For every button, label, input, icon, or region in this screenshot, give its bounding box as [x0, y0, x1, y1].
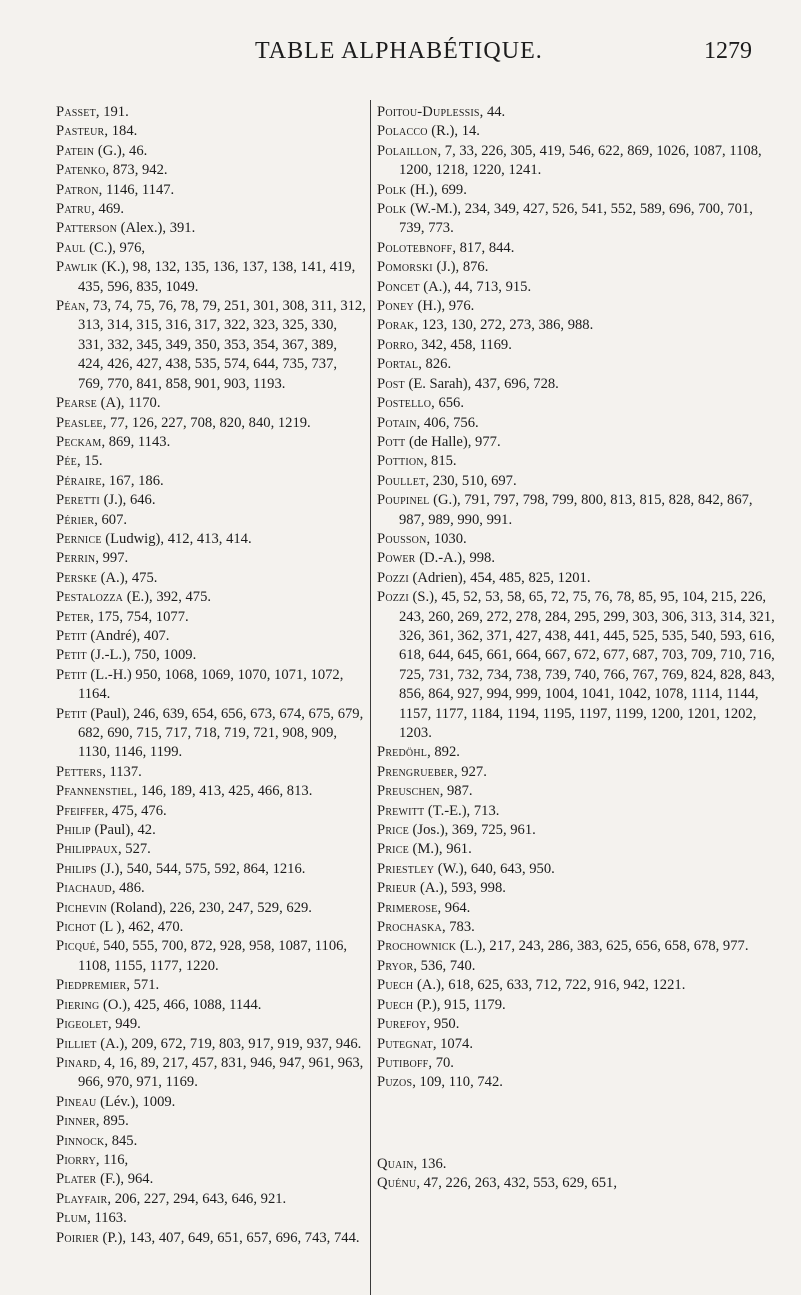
- entry-page-refs: , 406, 756.: [416, 414, 479, 431]
- index-entry: [56, 530, 366, 549]
- entry-name: Polk: [377, 201, 407, 218]
- entry-name: Petit: [56, 627, 87, 644]
- entry-name: Petit: [56, 647, 87, 664]
- entry-name: Piachaud: [56, 880, 112, 897]
- index-entry: [56, 821, 366, 840]
- entry-name: Poney: [377, 298, 414, 315]
- entry-page-refs: , 7, 33, 226, 305, 419, 546, 622, 869, 1026, 1087, 1108, 1200, 1218, 1220, 1241.: [399, 142, 762, 179]
- entry-name: Potain: [377, 414, 417, 431]
- index-entry: [377, 1054, 777, 1073]
- index-entry: [56, 122, 366, 141]
- entry-name: Prieur: [377, 880, 417, 897]
- index-entry: [377, 1155, 777, 1174]
- entry-page-refs: (Jos.), 369, 725, 961.: [408, 822, 536, 839]
- index-entry: [56, 297, 366, 394]
- entry-page-refs: , 895.: [95, 1113, 129, 1130]
- index-entry: [377, 782, 777, 801]
- entry-page-refs: , 44.: [479, 104, 506, 120]
- index-entry: [56, 472, 366, 491]
- entry-page-refs: (C.), 976,: [85, 239, 146, 256]
- entry-page-refs: (A.), 475.: [97, 569, 158, 586]
- entry-name: Philippaux: [56, 841, 118, 858]
- entry-name: Poirier: [56, 1229, 99, 1246]
- entry-name: Petit: [56, 666, 87, 683]
- index-entry: [377, 472, 777, 491]
- index-entry: [377, 103, 777, 122]
- entry-name: Pott: [377, 433, 406, 450]
- page-number: 1279: [704, 38, 752, 64]
- index-entry: [56, 996, 366, 1015]
- entry-name: Price: [377, 841, 409, 858]
- entry-page-refs: , 817, 844.: [452, 239, 515, 256]
- entry-name: Peckam: [56, 433, 102, 450]
- entry-name: Portal: [377, 356, 419, 373]
- entry-page-refs: (G.), 791, 797, 798, 799, 800, 813, 815, 828, 842, 867, 987, 989, 990, 991.: [399, 492, 753, 528]
- index-entry: [377, 142, 777, 181]
- entry-page-refs: , 527.: [117, 841, 151, 858]
- index-entry: [56, 1229, 366, 1248]
- entry-page-refs: (F.), 964.: [96, 1171, 154, 1188]
- index-entry: [377, 860, 777, 879]
- entry-page-refs: (E. Sarah), 437, 696, 728.: [404, 375, 559, 392]
- index-entry: [56, 200, 366, 219]
- entry-name: Péraire: [56, 472, 102, 489]
- index-entry: [56, 802, 366, 821]
- entry-name: Pilliet: [56, 1035, 97, 1052]
- entry-page-refs: , 191.: [95, 104, 129, 120]
- entry-name: Putegnat: [377, 1035, 433, 1052]
- entry-page-refs: (A), 1170.: [97, 395, 161, 412]
- index-entry: [377, 258, 777, 277]
- index-entry: [377, 433, 777, 452]
- entry-page-refs: , 184.: [104, 123, 138, 140]
- entry-page-refs: (André), 407.: [86, 627, 170, 644]
- entry-page-refs: (Paul), 42.: [90, 822, 156, 839]
- entry-page-refs: , 1137.: [102, 763, 142, 780]
- index-entry: [377, 316, 777, 335]
- entry-name: Pinnock: [56, 1132, 105, 1149]
- entry-name: Peaslee: [56, 414, 103, 431]
- entry-name: Puech: [377, 996, 414, 1013]
- index-entry: [56, 860, 366, 879]
- entry-page-refs: (A.), 209, 672, 719, 803, 917, 919, 937, 946.: [96, 1035, 362, 1052]
- index-entry: [377, 976, 777, 995]
- index-entry: [56, 491, 366, 510]
- entry-name: Purefoy: [377, 1016, 427, 1033]
- entry-name: Perrin: [56, 550, 96, 567]
- entry-page-refs: , 167, 186.: [101, 472, 164, 489]
- index-entry: [56, 433, 366, 452]
- index-entry: [377, 821, 777, 840]
- entry-page-refs: (O.), 425, 466, 1088, 1144.: [99, 996, 262, 1013]
- entry-page-refs: (L.), 217, 243, 286, 383, 625, 656, 658, 678, 977.: [456, 938, 749, 955]
- entry-page-refs: (J.), 876.: [432, 259, 489, 276]
- entry-page-refs: (S.), 45, 52, 53, 58, 65, 72, 75, 76, 78, 85, 95, 104, 215, 226, 243, 260, 269, 272, 278, 284, 295, 299, 303, 306, 313, 314, 321, 326, 361, 362, 371, 427, 438, 441, 445, 525, 535, 540, 593, 616, 618, 644, 645, 661, 664, 667, 672, 677, 687, 703, 709, 710, 716, 725, 731, 732, 734, 738, 739, 740, 766, 767, 769, 824, 828, 843, 856, 864, 927, 994, 999, 1004, 1041, 1042, 1078, 1114, 1144, 1157, 1177, 1184, 1194, 1195, 1197, 1199, 1200, 1201, 1202, 1203.: [399, 589, 775, 741]
- index-entry: [56, 1112, 366, 1131]
- index-entry: [56, 608, 366, 627]
- index-entry: [56, 142, 366, 161]
- entry-page-refs: (W.-M.), 234, 349, 427, 526, 541, 552, 589, 696, 700, 701, 739, 773.: [399, 201, 753, 237]
- entry-name: Passet: [56, 104, 96, 120]
- entry-page-refs: (J.), 540, 544, 575, 592, 864, 1216.: [96, 860, 306, 877]
- entry-page-refs: (H.), 699.: [406, 181, 467, 198]
- index-entry: [56, 1054, 366, 1093]
- index-entry: [56, 239, 366, 258]
- index-entry: [56, 1035, 366, 1054]
- entry-page-refs: (de Halle), 977.: [405, 433, 501, 450]
- entry-page-refs: , 1163.: [87, 1210, 127, 1227]
- entry-page-refs: (A.), 593, 998.: [416, 880, 506, 897]
- index-entry: [56, 1190, 366, 1209]
- page-title: TABLE ALPHABÉTIQUE.: [255, 38, 543, 64]
- entry-page-refs: (A.), 44, 713, 915.: [419, 278, 532, 295]
- entry-name: Paul: [56, 239, 86, 256]
- index-entry: [377, 802, 777, 821]
- entry-name: Piedpremier: [56, 977, 127, 994]
- entry-name: Patron: [56, 181, 99, 198]
- entry-page-refs: , 1146, 1147.: [98, 181, 175, 198]
- entry-page-refs: , 964.: [437, 899, 471, 916]
- entry-name: Philip: [56, 822, 91, 839]
- index-entry: [56, 569, 366, 588]
- entry-name: Pineau: [56, 1093, 97, 1110]
- entry-page-refs: , 927.: [454, 763, 487, 780]
- entry-name: Perske: [56, 569, 97, 586]
- entry-page-refs: (G.), 46.: [94, 142, 148, 159]
- entry-name: Pomorski: [377, 259, 433, 276]
- entry-name: Playfair: [56, 1190, 108, 1207]
- entry-page-refs: , 230, 510, 697.: [425, 472, 517, 489]
- index-entry: [377, 181, 777, 200]
- entry-name: Plater: [56, 1171, 97, 1188]
- entry-name: Pryor: [377, 957, 414, 974]
- entry-page-refs: , 109, 110, 742.: [412, 1074, 503, 1091]
- entry-name: Patterson: [56, 220, 118, 237]
- entry-name: Prochownick: [377, 938, 457, 955]
- entry-name: Pfeiffer: [56, 802, 105, 819]
- entry-name: Patenko: [56, 162, 106, 179]
- entry-page-refs: , 136.: [413, 1155, 447, 1172]
- entry-page-refs: , 1074.: [432, 1035, 473, 1052]
- index-entry: [377, 1073, 777, 1092]
- entry-page-refs: (Alex.), 391.: [117, 220, 196, 237]
- entry-page-refs: (L ), 462, 470.: [95, 919, 184, 936]
- index-entry: [377, 996, 777, 1015]
- entry-page-refs: , 892.: [427, 744, 460, 761]
- entry-name: Piering: [56, 996, 100, 1013]
- entry-name: Poupinel: [377, 492, 430, 509]
- entry-page-refs: (W.), 640, 643, 950.: [434, 860, 555, 877]
- entry-page-refs: , 469.: [91, 201, 125, 218]
- entry-name: Pozzi: [377, 589, 409, 606]
- index-entry: [56, 414, 366, 433]
- entry-page-refs: (D.-A.), 998.: [415, 550, 496, 567]
- entry-name: Périer: [56, 511, 95, 528]
- index-entry: [377, 743, 777, 762]
- entry-page-refs: , 873, 942.: [105, 162, 168, 179]
- index-entry: [377, 1015, 777, 1034]
- index-entry: [56, 1015, 366, 1034]
- entry-name: Porak: [377, 317, 415, 334]
- entry-page-refs: (H.), 976.: [413, 298, 475, 315]
- entry-name: Quain: [377, 1155, 414, 1172]
- index-entry: [56, 1151, 366, 1170]
- entry-page-refs: , 486.: [111, 880, 145, 897]
- entry-name: Pernice: [56, 530, 102, 547]
- entry-page-refs: , 949.: [107, 1016, 141, 1033]
- entry-name: Petit: [56, 705, 87, 722]
- entry-name: Poullet: [377, 472, 426, 489]
- index-entry: [56, 666, 366, 705]
- entry-page-refs: , 146, 189, 413, 425, 466, 813.: [133, 783, 313, 800]
- entry-name: Pée: [56, 453, 77, 470]
- entry-page-refs: , 826.: [418, 356, 452, 373]
- entry-page-refs: (J.), 646.: [99, 492, 156, 509]
- entry-name: Puzos: [377, 1074, 413, 1091]
- index-entry: [377, 763, 777, 782]
- entry-page-refs: (P.), 915, 1179.: [413, 996, 506, 1013]
- entry-name: Power: [377, 550, 416, 567]
- index-entry: [377, 530, 777, 549]
- entry-page-refs: , 15.: [76, 453, 103, 470]
- entry-page-refs: (E.), 392, 475.: [123, 589, 212, 606]
- entry-name: Pozzi: [377, 569, 409, 586]
- index-entry: [56, 219, 366, 238]
- index-entry: [377, 452, 777, 471]
- entry-name: Patru: [56, 201, 92, 218]
- entry-name: Primerose: [377, 899, 438, 916]
- entry-name: Petters: [56, 763, 103, 780]
- entry-name: Pearse: [56, 395, 97, 412]
- entry-page-refs: , 4, 16, 89, 217, 457, 831, 946, 947, 961, 963, 966, 970, 971, 1169.: [78, 1054, 364, 1091]
- entry-page-refs: (T.-E.), 713.: [424, 802, 500, 819]
- index-entry: [56, 782, 366, 801]
- letter-gap: [377, 1093, 777, 1155]
- entry-page-refs: , 77, 126, 227, 708, 820, 840, 1219.: [102, 414, 311, 431]
- entry-name: Pousson: [377, 530, 427, 547]
- entry-page-refs: , 869, 1143.: [101, 433, 171, 450]
- index-entry: [56, 1209, 366, 1228]
- index-entry: [56, 511, 366, 530]
- entry-page-refs: (M.), 961.: [408, 841, 472, 858]
- entry-name: Priestley: [377, 860, 435, 877]
- entry-name: Puech: [377, 977, 414, 994]
- index-entry: [56, 1093, 366, 1112]
- column-divider: [370, 100, 371, 1295]
- entry-page-refs: , 536, 740.: [413, 957, 476, 974]
- index-entry: [377, 899, 777, 918]
- entry-name: Post: [377, 375, 405, 392]
- entry-name: Pinner: [56, 1113, 96, 1130]
- entry-page-refs: , 70.: [428, 1054, 454, 1071]
- index-entry: [56, 103, 366, 122]
- entry-name: Polaillon: [377, 142, 438, 159]
- entry-page-refs: , 342, 458, 1169.: [413, 336, 512, 353]
- entry-name: Pigeolet: [56, 1016, 108, 1033]
- entry-name: Pichot: [56, 919, 96, 936]
- entry-page-refs: (J.-L.), 750, 1009.: [86, 647, 197, 664]
- page-header: [0, 38, 801, 78]
- entry-name: Peter: [56, 608, 91, 625]
- entry-page-refs: , 123, 130, 272, 273, 386, 988.: [414, 317, 594, 334]
- index-entry: [377, 239, 777, 258]
- entry-name: Pasteur: [56, 123, 105, 140]
- index-entry: [56, 452, 366, 471]
- index-entry: [377, 937, 777, 956]
- entry-page-refs: , 656.: [431, 395, 464, 412]
- index-entry: [377, 394, 777, 413]
- entry-page-refs: , 571.: [126, 977, 160, 994]
- entry-name: Preuschen: [377, 783, 440, 800]
- entry-name: Pawlik: [56, 259, 98, 276]
- entry-page-refs: (Ludwig), 412, 413, 414.: [101, 530, 252, 547]
- entry-page-refs: (Paul), 246, 639, 654, 656, 673, 674, 675, 679, 682, 690, 715, 717, 718, 719, 721, 908, 909, 1130, 1146, 1199.: [78, 705, 364, 761]
- index-entry: [56, 840, 366, 859]
- entry-page-refs: , 73, 74, 75, 76, 78, 79, 251, 301, 308, 311, 312, 313, 314, 315, 316, 317, 322, 323, 325, 330, 331, 332, 345, 349, 350, 353, 354, 367, 389, 424, 426, 427, 438, 535, 574, 644, 735, 737, 769, 770, 841, 858, 901, 903, 1193.: [78, 298, 366, 392]
- entry-name: Picqué: [56, 938, 96, 955]
- index-entry: [377, 297, 777, 316]
- index-column-left: [56, 103, 366, 1248]
- index-entry: [377, 375, 777, 394]
- entry-page-refs: , 783.: [441, 919, 475, 936]
- index-entry: [56, 899, 366, 918]
- index-entry: [56, 258, 366, 297]
- entry-page-refs: , 540, 555, 700, 872, 928, 958, 1087, 1106, 1108, 1155, 1177, 1220.: [78, 938, 348, 974]
- entry-name: Peretti: [56, 492, 100, 509]
- index-entry: [377, 879, 777, 898]
- entry-page-refs: , 845.: [104, 1132, 138, 1149]
- entry-name: Pinard: [56, 1054, 97, 1071]
- index-entry: [56, 1170, 366, 1189]
- index-entry: [56, 879, 366, 898]
- index-entry: [56, 1132, 366, 1151]
- entry-page-refs: , 607.: [94, 511, 128, 528]
- entry-name: Pichevin: [56, 899, 107, 916]
- index-entry: [56, 394, 366, 413]
- index-entry: [56, 627, 366, 646]
- entry-page-refs: (P.), 143, 407, 649, 651, 657, 696, 743, 744.: [98, 1229, 360, 1246]
- entry-page-refs: (A.), 618, 625, 633, 712, 722, 916, 942, 1221.: [413, 977, 686, 994]
- index-entry: [377, 957, 777, 976]
- index-entry: [377, 200, 777, 239]
- entry-name: Polacco: [377, 123, 428, 140]
- entry-page-refs: , 175, 754, 1077.: [90, 608, 189, 625]
- index-entry: [56, 705, 366, 763]
- entry-name: Plum: [56, 1210, 88, 1227]
- entry-page-refs: , 116,: [95, 1151, 129, 1168]
- index-entry: [56, 763, 366, 782]
- entry-page-refs: , 987.: [439, 783, 473, 800]
- entry-page-refs: , 206, 227, 294, 643, 646, 921.: [107, 1190, 287, 1207]
- index-entry: [56, 588, 366, 607]
- index-entry: [56, 549, 366, 568]
- entry-page-refs: (Lév.), 1009.: [96, 1093, 176, 1110]
- index-entry: [56, 976, 366, 995]
- entry-name: Poitou-Duplessis: [377, 104, 480, 120]
- entry-page-refs: (R.), 14.: [427, 123, 480, 140]
- entry-name: Péan: [56, 298, 86, 315]
- entry-page-refs: (K.), 98, 132, 135, 136, 137, 138, 141, 419, 435, 596, 835, 1049.: [78, 259, 356, 295]
- index-entry: [377, 569, 777, 588]
- entry-name: Polk: [377, 181, 407, 198]
- index-entry: [377, 588, 777, 743]
- index-entry: [377, 549, 777, 568]
- entry-name: Quénu: [377, 1175, 417, 1192]
- entry-name: Polotebnoff: [377, 239, 453, 256]
- entry-name: Prengrueber: [377, 763, 454, 780]
- entry-page-refs: , 950.: [426, 1016, 460, 1033]
- index-entry: [377, 355, 777, 374]
- index-entry: [377, 122, 777, 141]
- entry-name: Poncet: [377, 278, 420, 295]
- entry-name: Price: [377, 822, 409, 839]
- entry-name: Prochaska: [377, 919, 442, 936]
- entry-name: Porro: [377, 336, 414, 353]
- index-entry: [377, 840, 777, 859]
- entry-page-refs: , 47, 226, 263, 432, 553, 629, 651,: [416, 1175, 617, 1192]
- index-entry: [377, 1035, 777, 1054]
- entry-name: Piorry: [56, 1151, 96, 1168]
- index-column-right: [377, 103, 777, 1194]
- index-entry: [377, 336, 777, 355]
- entry-name: Putiboff: [377, 1054, 429, 1071]
- entry-page-refs: (Adrien), 454, 485, 825, 1201.: [408, 569, 591, 586]
- index-entry: [377, 278, 777, 297]
- index-entry: [377, 414, 777, 433]
- entry-name: Predöhl: [377, 744, 428, 761]
- entry-page-refs: , 815.: [423, 453, 457, 470]
- index-entry: [56, 161, 366, 180]
- index-entry: [56, 918, 366, 937]
- entry-page-refs: , 1030.: [426, 530, 467, 547]
- index-entry: [377, 1174, 777, 1193]
- entry-name: Pestalozza: [56, 589, 124, 606]
- entry-page-refs: (Roland), 226, 230, 247, 529, 629.: [106, 899, 312, 916]
- index-entry: [56, 181, 366, 200]
- entry-name: Pottion: [377, 453, 424, 470]
- entry-name: Patein: [56, 142, 95, 159]
- entry-page-refs: (L.-H.) 950, 1068, 1069, 1070, 1071, 1072, 1164.: [78, 666, 344, 703]
- index-entry: [56, 937, 366, 976]
- index-entry: [377, 918, 777, 937]
- entry-name: Pfannenstiel: [56, 783, 134, 800]
- index-entry: [56, 646, 366, 665]
- index-entry: [377, 491, 777, 530]
- entry-name: Prewitt: [377, 802, 425, 819]
- entry-name: Philips: [56, 860, 97, 877]
- entry-page-refs: , 997.: [95, 550, 129, 567]
- entry-page-refs: , 475, 476.: [104, 802, 167, 819]
- entry-name: Postello: [377, 395, 432, 412]
